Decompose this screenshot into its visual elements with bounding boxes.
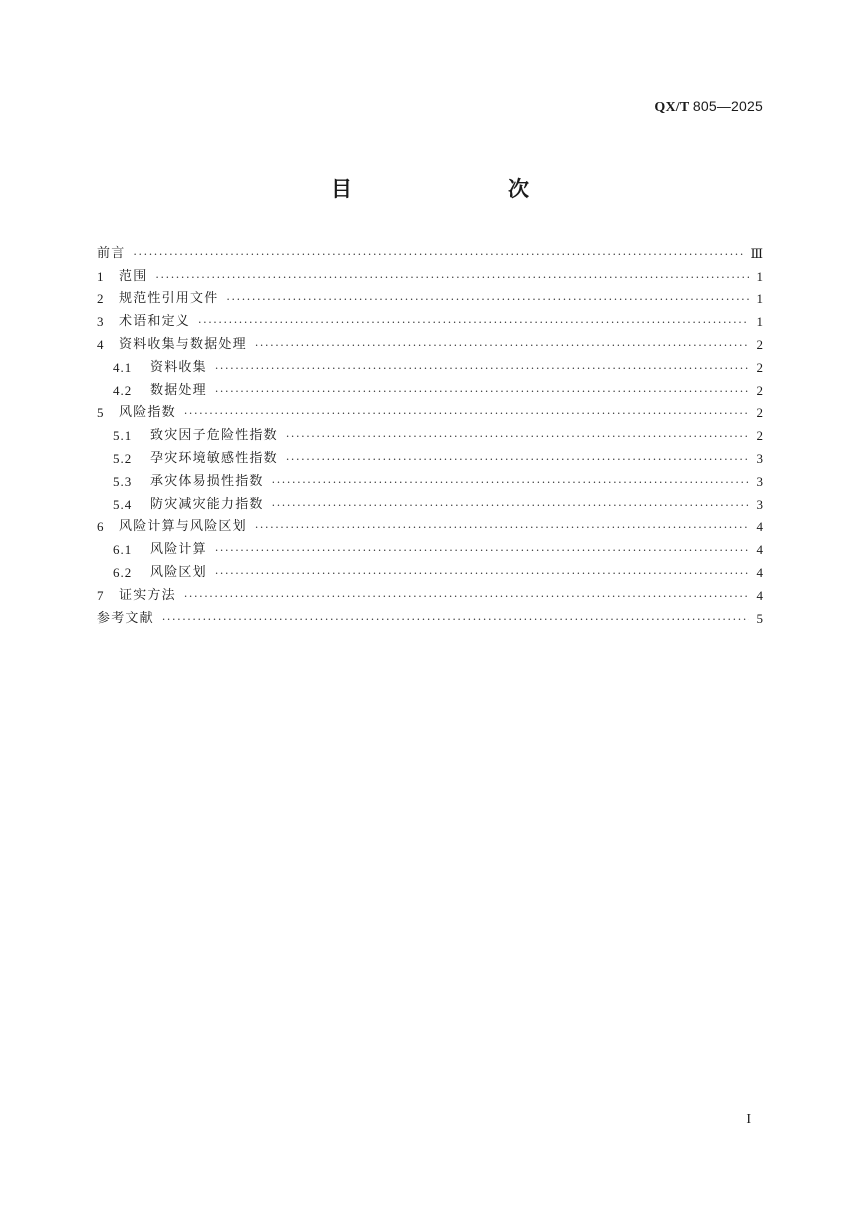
toc-entry-page: 2 [756,405,763,421]
toc-entry[interactable] [97,559,763,582]
toc-entry-page: 4 [756,519,763,535]
toc-entry-title: 风险计算与风险区划 [119,519,247,535]
toc-entry[interactable] [97,605,763,628]
toc-entry[interactable] [97,422,763,445]
toc-entry-title: 风险计算 [150,542,207,558]
toc-dot-leader [215,384,749,400]
toc-entry-page: 3 [756,450,763,466]
toc-dot-leader [133,247,744,263]
toc-entry-page: 4 [756,587,763,603]
toc-dot-leader [198,315,749,331]
toc-dot-leader [184,589,749,605]
toc-entry[interactable] [97,377,763,400]
toc-dot-leader [215,543,749,559]
table-of-contents [97,240,763,628]
toc-entry-page: 2 [756,382,763,398]
toc-entry-title: 孕灾环境敏感性指数 [150,450,278,466]
toc-dot-leader [226,292,749,308]
toc-entry-page: 2 [756,428,763,444]
toc-entry-page: 3 [756,496,763,512]
toc-entry-title: 数据处理 [150,382,207,398]
toc-entry-page: 1 [756,291,763,307]
toc-entry-page: 2 [756,336,763,352]
toc-entry-title: 致灾因子危险性指数 [150,428,278,444]
toc-entry-title: 防灾减灾能力指数 [150,496,264,512]
toc-entry-number: 2 [97,291,104,307]
standard-number: 805—2025 [692,98,763,114]
toc-entry-title: 风险区划 [150,564,207,580]
toc-entry-title: 风险指数 [119,405,176,421]
toc-entry-page: 1 [756,268,763,284]
toc-entry[interactable] [97,331,763,354]
toc-entry[interactable] [97,514,763,537]
toc-entry-title: 证实方法 [119,587,176,603]
toc-entry-number: 5 [97,405,104,421]
toc-entry[interactable] [97,445,763,468]
toc-entry[interactable] [97,491,763,514]
toc-entry-number: 5.3 [113,473,133,489]
toc-dot-leader [184,406,749,422]
toc-entry-number: 5.4 [113,496,133,512]
toc-dot-leader [272,498,749,514]
toc-entry-page: 5 [756,610,763,626]
toc-entry-title: 承灾体易损性指数 [150,473,264,489]
toc-entry[interactable] [97,308,763,331]
toc-entry[interactable] [97,400,763,423]
toc-entry-number: 1 [97,268,104,284]
toc-entry-number: 4.2 [113,382,133,398]
toc-entry-page: Ⅲ [750,245,763,261]
toc-entry-page: 3 [756,473,763,489]
toc-entry-title: 范围 [119,268,148,284]
toc-entry-page: 2 [756,359,763,375]
toc-entry-page: 1 [756,314,763,330]
toc-dot-leader [155,270,749,286]
toc-entry-title: 资料收集 [150,359,207,375]
toc-entry-number: 7 [97,587,104,603]
toc-dot-leader [286,452,749,468]
toc-entry-number: 6.1 [113,542,133,558]
standard-code [654,98,763,116]
toc-entry-page: 4 [756,564,763,580]
toc-entry-title: 参考文献 [97,610,154,626]
toc-entry[interactable] [97,263,763,286]
toc-entry-number: 4 [97,336,104,352]
toc-entry-number: 6.2 [113,564,133,580]
toc-entry-number: 6 [97,519,104,535]
toc-entry-number: 5.1 [113,428,133,444]
page-title: 目 次 [331,177,567,201]
toc-entry[interactable] [97,240,763,263]
toc-dot-leader [162,612,749,628]
toc-dot-leader [215,361,749,377]
toc-entry-title: 前言 [97,245,126,261]
toc-entry[interactable] [97,354,763,377]
toc-entry-number: 5.2 [113,450,133,466]
toc-dot-leader [255,520,749,536]
page-number: I [746,1112,751,1127]
toc-entry[interactable] [97,536,763,559]
standard-prefix: QX/T [654,100,690,115]
toc-dot-leader [255,338,749,354]
toc-entry[interactable] [97,468,763,491]
toc-dot-leader [286,429,749,445]
toc-entry[interactable] [97,286,763,309]
toc-dot-leader [215,566,749,582]
toc-entry-number: 3 [97,314,104,330]
toc-entry-title: 资料收集与数据处理 [119,336,247,352]
toc-entry-number: 4.1 [113,359,133,375]
toc-entry[interactable] [97,582,763,605]
toc-entry-title: 术语和定义 [119,314,191,330]
toc-entry-page: 4 [756,542,763,558]
toc-entry-title: 规范性引用文件 [119,291,219,307]
toc-dot-leader [272,475,749,491]
